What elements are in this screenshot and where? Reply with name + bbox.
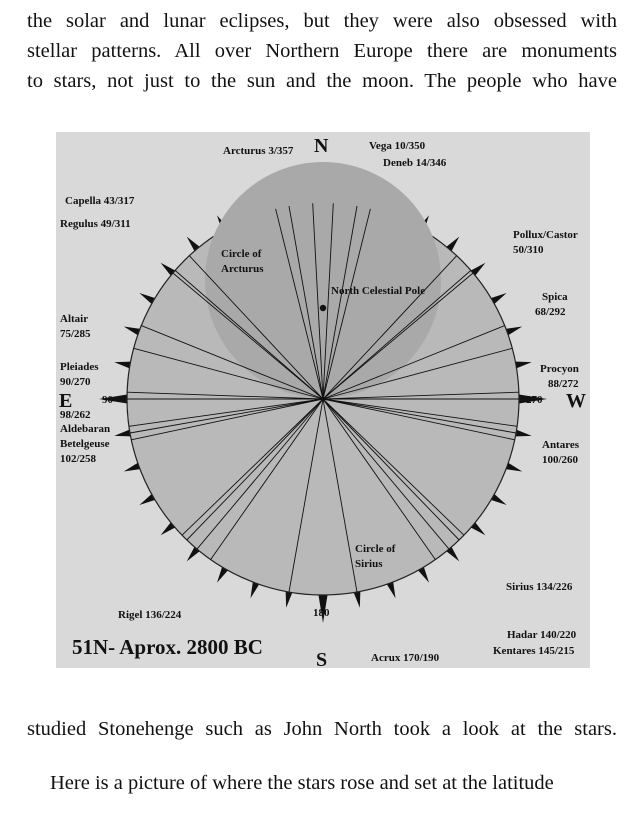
circle-arcturus-label: Circle of bbox=[221, 248, 262, 260]
circle-arcturus-label: Arcturus bbox=[221, 263, 264, 275]
star-label-procyon: Procyon bbox=[540, 363, 579, 375]
circle-sirius-label: Circle of bbox=[355, 543, 396, 555]
east-label: E bbox=[59, 390, 73, 412]
star-label-rigel: Rigel 136/224 bbox=[118, 609, 182, 621]
body-text-line: the solar and lunar eclipses, but they were also obsessed with bbox=[27, 10, 617, 32]
circle-of-arcturus-shape bbox=[205, 162, 441, 398]
star-label-vega: Vega 10/350 bbox=[369, 140, 426, 152]
body-text-line: Here is a picture of where the stars rose and set at the latitude bbox=[50, 772, 554, 794]
star-label-pleiades: 90/270 bbox=[60, 376, 91, 388]
south-label: S bbox=[316, 649, 328, 668]
body-text-line: studied Stonehenge such as John North took a look at the stars. bbox=[27, 718, 617, 740]
pole-label: North Celestial Pole bbox=[331, 285, 426, 297]
star-label-pollux-castor: Pollux/Castor bbox=[513, 229, 578, 241]
star-label-spica: 68/292 bbox=[535, 306, 566, 318]
star-label-capella: Capella 43/317 bbox=[65, 195, 135, 207]
star-label-acrux: Acrux 170/190 bbox=[371, 652, 440, 664]
star-label-regulus: Regulus 49/311 bbox=[60, 218, 131, 230]
north-label: N bbox=[314, 135, 329, 157]
star-label-pollux-castor: 50/310 bbox=[513, 244, 544, 256]
star-label-spica: Spica bbox=[542, 291, 568, 303]
star-label-procyon: 88/272 bbox=[548, 378, 579, 390]
star-label-antares: Antares bbox=[542, 439, 580, 451]
circle-sirius-label: Sirius bbox=[355, 558, 383, 570]
star-label-betelgeuse: Betelgeuse bbox=[60, 438, 110, 450]
star-label-altair: Altair bbox=[60, 313, 89, 325]
star-label-pleiades: Pleiades bbox=[60, 361, 99, 373]
degree-180-label: 180 bbox=[313, 607, 330, 619]
star-rise-set-figure bbox=[56, 132, 590, 668]
figure-caption: 51N- Aprox. 2800 BC bbox=[72, 635, 263, 659]
degree-90-label: 90 bbox=[102, 394, 113, 406]
north-celestial-pole-marker bbox=[320, 305, 326, 311]
star-label-altair: 75/285 bbox=[60, 328, 91, 340]
star-label-hadar: Hadar 140/220 bbox=[507, 629, 577, 641]
star-label-sirius: Sirius 134/226 bbox=[506, 581, 573, 593]
star-label-betelgeuse: 102/258 bbox=[60, 453, 97, 465]
star-label-kentares: Kentares 145/215 bbox=[493, 645, 575, 657]
star-compass-diagram bbox=[56, 132, 590, 668]
star-label-98-262: 98/262 bbox=[60, 409, 91, 421]
body-text-line: stellar patterns. All over Northern Europe there are monuments bbox=[27, 40, 617, 62]
degree-270-label: 270 bbox=[526, 394, 543, 406]
star-label-antares: 100/260 bbox=[542, 454, 579, 466]
star-label-arcturus: Arcturus 3/357 bbox=[223, 145, 294, 157]
west-label: W bbox=[566, 390, 586, 412]
body-text-line: to stars, not just to the sun and the moon. The people who have bbox=[27, 70, 617, 92]
star-label-aldebaran: Aldebaran bbox=[60, 423, 111, 435]
star-label-deneb: Deneb 14/346 bbox=[383, 157, 447, 169]
